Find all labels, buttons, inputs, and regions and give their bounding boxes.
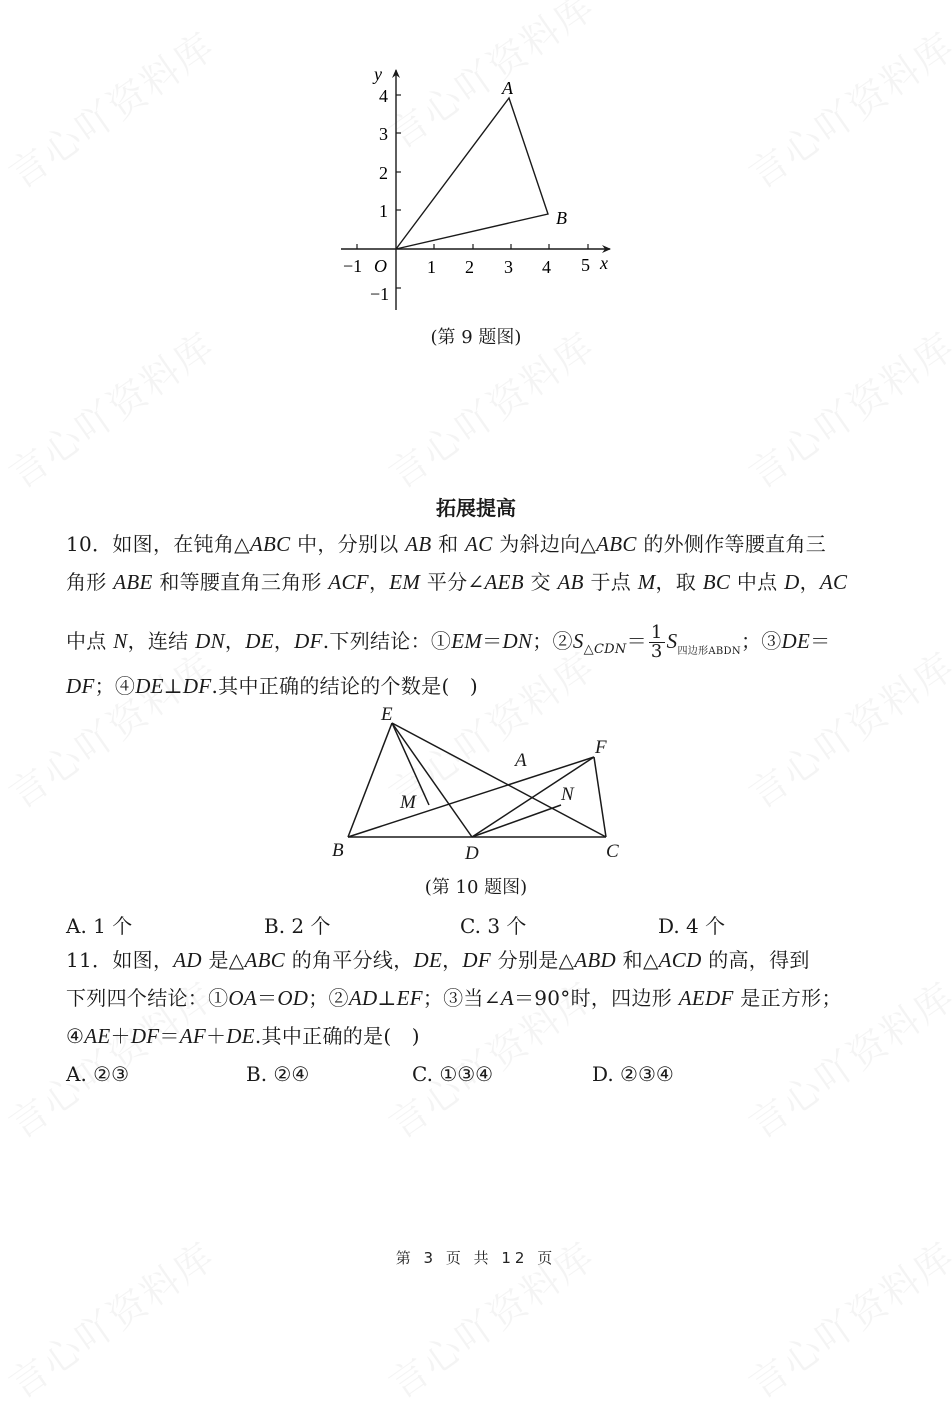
- x-tick-label: 4: [542, 257, 551, 277]
- figure-9-caption: (第 9 题图): [430, 327, 522, 348]
- figure-9-graph: [330, 60, 630, 320]
- point-b-label: B: [556, 208, 567, 228]
- x-tick-label: 5: [581, 255, 590, 275]
- x-tick-label: 1: [427, 257, 436, 277]
- label-m: M: [400, 792, 416, 813]
- q10-option-d[interactable]: D. 4 个: [658, 914, 726, 938]
- y-tick-label: 2: [379, 163, 388, 183]
- y-tick-label: 3: [379, 124, 388, 144]
- watermark: [0, 316, 224, 499]
- watermark: [736, 316, 952, 499]
- q10-line-2: 角形 ABE 和等腰直角三角形 ACF，EM 平分∠AEB 交 AB 于点 M，取 BC 中点 D，AC: [66, 570, 848, 594]
- x-axis-label: x: [600, 253, 608, 273]
- q10-option-c[interactable]: C. 3 个: [460, 914, 527, 938]
- y-tick-label: −1: [370, 284, 390, 304]
- y-tick-label: 1: [379, 201, 388, 221]
- label-n: N: [561, 784, 574, 805]
- label-b: B: [332, 840, 344, 861]
- origin-label: O: [374, 256, 387, 276]
- q11-line-3: ④AE＋DF＝AF＋DE.其中正确的是( ): [66, 1024, 420, 1048]
- x-tick-label: 2: [465, 257, 474, 277]
- label-e: E: [381, 704, 393, 725]
- q10-option-a[interactable]: A. 1 个: [66, 914, 133, 938]
- point-a-label: A: [502, 78, 513, 98]
- label-c: C: [606, 841, 619, 862]
- q10-line-4: DF；④DE⊥DF.其中正确的结论的个数是( ): [66, 674, 478, 698]
- q10-line-1: 10．如图，在钝角△ABC 中，分别以 AB 和 AC 为斜边向△ABC 的外侧作等腰直角三: [66, 532, 827, 556]
- q11-option-c[interactable]: C. ①③④: [412, 1062, 494, 1086]
- section-title: 拓展提高: [436, 496, 516, 520]
- q11-option-b[interactable]: B. ②④: [246, 1062, 310, 1086]
- x-tick-label: 3: [504, 257, 513, 277]
- page-number-footer: 第 3 页 共 12 页: [395, 1249, 557, 1267]
- q11-line-1: 11．如图，AD 是△ABC 的角平分线，DE，DF 分别是△ABD 和△ACD 的高，得到: [66, 948, 810, 972]
- figure-10-diagram: [320, 700, 640, 870]
- y-axis-label: y: [374, 64, 382, 84]
- fraction-one-third: $\frac{1}{3}$: [650, 622, 663, 662]
- figure-10-caption: (第 10 题图): [424, 877, 528, 898]
- q11-line-2: 下列四个结论：①OA＝OD；②AD⊥EF；③当∠A＝90°时，四边形 AEDF 是正方形；: [66, 986, 842, 1010]
- watermark: [736, 16, 952, 199]
- q10-line-3: 中点 N，连结 DN，DE，DF.下列结论：①EM＝DN；$②S_{\triangle CDN}=$ $\frac{1}{3}$ $S_{四边形ABDN}$；③DE＝: [66, 622, 831, 662]
- label-a: A: [515, 750, 527, 771]
- label-d: D: [465, 843, 479, 864]
- q11-option-a[interactable]: A. ②③: [66, 1062, 130, 1086]
- y-tick-label: 4: [379, 86, 388, 106]
- q10-option-b[interactable]: B. 2 个: [264, 914, 331, 938]
- q11-option-d[interactable]: D. ②③④: [592, 1062, 674, 1086]
- x-tick-label: −1: [343, 256, 363, 276]
- watermark: [0, 16, 224, 199]
- label-f: F: [595, 737, 607, 758]
